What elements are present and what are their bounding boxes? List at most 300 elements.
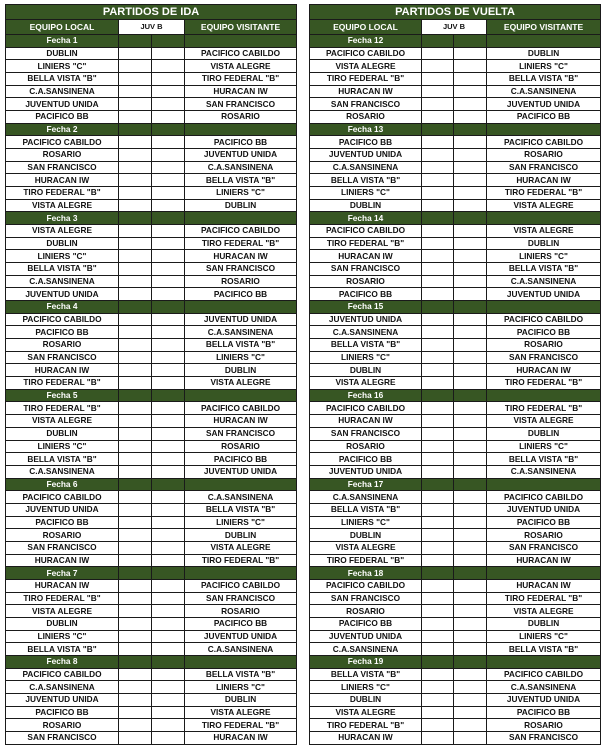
visitante-team: SAN FRANCISCO xyxy=(487,541,601,554)
juv-score-local[interactable] xyxy=(119,693,152,706)
juv-score-local[interactable] xyxy=(422,60,454,73)
match-row xyxy=(310,617,601,630)
visitante-cell xyxy=(185,655,297,668)
match-row xyxy=(310,719,601,732)
juv-score-visitante[interactable] xyxy=(152,250,185,263)
juv-score-local[interactable] xyxy=(422,98,454,111)
juv-score-local[interactable] xyxy=(119,465,152,478)
juv-cell xyxy=(152,567,185,580)
juv-score-local[interactable] xyxy=(119,187,152,200)
juv-score-local[interactable] xyxy=(119,415,152,428)
juv-score-visitante[interactable] xyxy=(152,60,185,73)
juv-score-visitante[interactable] xyxy=(454,719,487,732)
juv-score-local[interactable] xyxy=(422,516,454,529)
juv-score-local[interactable] xyxy=(422,237,454,250)
juv-score-visitante[interactable] xyxy=(152,491,185,504)
visitante-team: PACIFICO CABILDO xyxy=(185,47,297,60)
visitante-cell xyxy=(185,212,297,225)
match-row xyxy=(6,351,297,364)
juv-score-local[interactable] xyxy=(119,427,152,440)
local-team: LINIERS "C" xyxy=(310,681,422,694)
juv-score-visitante[interactable] xyxy=(152,85,185,98)
juv-score-local[interactable] xyxy=(119,503,152,516)
juv-score-local[interactable] xyxy=(119,275,152,288)
visitante-team: JUVENTUD UNIDA xyxy=(185,313,297,326)
juv-score-visitante[interactable] xyxy=(152,503,185,516)
juv-score-local[interactable] xyxy=(422,719,454,732)
fecha-label: Fecha 2 xyxy=(6,123,119,136)
juv-score-local[interactable] xyxy=(422,465,454,478)
juv-score-local[interactable] xyxy=(422,668,454,681)
juv-score-visitante[interactable] xyxy=(152,364,185,377)
visitante-team: C.A.SANSINENA xyxy=(487,465,601,478)
local-team: PACIFICO BB xyxy=(310,136,422,149)
visitante-team: LINIERS "C" xyxy=(487,630,601,643)
juv-score-local[interactable] xyxy=(119,719,152,732)
juv-score-visitante[interactable] xyxy=(454,288,487,301)
juv-score-visitante[interactable] xyxy=(454,364,487,377)
juv-score-visitante[interactable] xyxy=(152,465,185,478)
juv-score-visitante[interactable] xyxy=(454,313,487,326)
juv-score-visitante[interactable] xyxy=(454,98,487,111)
juv-score-visitante[interactable] xyxy=(152,706,185,719)
juv-score-local[interactable] xyxy=(119,174,152,187)
juv-score-local[interactable] xyxy=(119,136,152,149)
juv-score-visitante[interactable] xyxy=(152,237,185,250)
juv-score-visitante[interactable] xyxy=(454,402,487,415)
juv-score-local[interactable] xyxy=(422,643,454,656)
juv-score-visitante[interactable] xyxy=(454,237,487,250)
local-team: PACIFICO CABILDO xyxy=(6,313,119,326)
local-team: HURACAN IW xyxy=(310,731,422,744)
juv-score-local[interactable] xyxy=(119,617,152,630)
visitante-cell xyxy=(185,123,297,136)
juv-score-visitante[interactable] xyxy=(152,161,185,174)
juv-score-visitante[interactable] xyxy=(152,681,185,694)
juv-score-local[interactable] xyxy=(422,630,454,643)
visitante-team: VISTA ALEGRE xyxy=(487,225,601,238)
fecha-label: Fecha 18 xyxy=(310,567,422,580)
juv-score-local[interactable] xyxy=(422,339,454,352)
local-team: SAN FRANCISCO xyxy=(6,351,119,364)
juv-score-local[interactable] xyxy=(422,174,454,187)
juv-score-visitante[interactable] xyxy=(152,225,185,238)
fecha-header-row xyxy=(310,212,601,225)
juv-score-local[interactable] xyxy=(119,351,152,364)
juv-score-visitante[interactable] xyxy=(152,187,185,200)
local-team: ROSARIO xyxy=(310,605,422,618)
juv-score-visitante[interactable] xyxy=(152,402,185,415)
juv-score-visitante[interactable] xyxy=(152,149,185,162)
juv-score-visitante[interactable] xyxy=(152,440,185,453)
juv-score-visitante[interactable] xyxy=(454,225,487,238)
juv-score-local[interactable] xyxy=(422,731,454,744)
match-row xyxy=(6,427,297,440)
juv-score-local[interactable] xyxy=(422,73,454,86)
juv-score-local[interactable] xyxy=(422,491,454,504)
juv-score-local[interactable] xyxy=(422,275,454,288)
juv-score-visitante[interactable] xyxy=(152,199,185,212)
visitante-team: C.A.SANSINENA xyxy=(185,643,297,656)
juv-score-visitante[interactable] xyxy=(454,592,487,605)
juv-score-visitante[interactable] xyxy=(454,706,487,719)
juv-score-local[interactable] xyxy=(119,668,152,681)
juv-score-local[interactable] xyxy=(119,592,152,605)
visitante-cell xyxy=(185,35,297,48)
juv-score-visitante[interactable] xyxy=(454,693,487,706)
visitante-team: C.A.SANSINENA xyxy=(487,681,601,694)
fecha-header-row xyxy=(6,389,297,402)
match-row xyxy=(310,541,601,554)
juv-score-local[interactable] xyxy=(422,706,454,719)
fecha-header-row xyxy=(310,567,601,580)
juv-score-local[interactable] xyxy=(422,149,454,162)
juv-score-visitante[interactable] xyxy=(152,136,185,149)
juv-score-visitante[interactable] xyxy=(152,541,185,554)
visitante-team: LINIERS "C" xyxy=(185,516,297,529)
match-row xyxy=(6,263,297,276)
juv-score-local[interactable] xyxy=(422,681,454,694)
juv-score-local[interactable] xyxy=(422,351,454,364)
juv-score-visitante[interactable] xyxy=(454,111,487,124)
local-team: TIRO FEDERAL "B" xyxy=(310,554,422,567)
match-row xyxy=(310,85,601,98)
juv-score-local[interactable] xyxy=(119,377,152,390)
juv-score-local[interactable] xyxy=(119,643,152,656)
fecha-header-row xyxy=(6,212,297,225)
juv-score-local[interactable] xyxy=(119,516,152,529)
juv-score-visitante[interactable] xyxy=(454,149,487,162)
juv-score-visitante[interactable] xyxy=(454,503,487,516)
match-row xyxy=(310,73,601,86)
visitante-team: SAN FRANCISCO xyxy=(185,427,297,440)
fecha-label: Fecha 6 xyxy=(6,478,119,491)
juv-score-local[interactable] xyxy=(119,199,152,212)
juv-score-visitante[interactable] xyxy=(454,630,487,643)
juv-score-visitante[interactable] xyxy=(152,98,185,111)
juv-score-local[interactable] xyxy=(422,503,454,516)
local-team: DUBLIN xyxy=(310,693,422,706)
juv-score-local[interactable] xyxy=(119,60,152,73)
juv-score-visitante[interactable] xyxy=(152,630,185,643)
juv-score-visitante[interactable] xyxy=(152,529,185,542)
juv-score-local[interactable] xyxy=(119,237,152,250)
juv-score-local[interactable] xyxy=(422,136,454,149)
local-team: LINIERS "C" xyxy=(310,351,422,364)
local-team: LINIERS "C" xyxy=(310,516,422,529)
juv-score-local[interactable] xyxy=(119,73,152,86)
local-team: PACIFICO BB xyxy=(6,111,119,124)
juv-score-visitante[interactable] xyxy=(454,377,487,390)
visitante-team: SAN FRANCISCO xyxy=(185,592,297,605)
visitante-team: VISTA ALEGRE xyxy=(185,377,297,390)
local-team: LINIERS "C" xyxy=(6,60,119,73)
juv-score-local[interactable] xyxy=(422,263,454,276)
juv-score-local[interactable] xyxy=(422,225,454,238)
local-team: HURACAN IW xyxy=(6,579,119,592)
fecha-header-row xyxy=(6,567,297,580)
juv-score-visitante[interactable] xyxy=(454,554,487,567)
juv-score-visitante[interactable] xyxy=(454,529,487,542)
match-row xyxy=(6,491,297,504)
juv-score-visitante[interactable] xyxy=(152,377,185,390)
visitante-cell xyxy=(487,567,601,580)
juv-score-visitante[interactable] xyxy=(454,491,487,504)
juv-score-local[interactable] xyxy=(422,427,454,440)
local-team: ROSARIO xyxy=(6,719,119,732)
match-row xyxy=(6,693,297,706)
juv-score-local[interactable] xyxy=(119,364,152,377)
match-row xyxy=(6,161,297,174)
juv-score-visitante[interactable] xyxy=(152,326,185,339)
visitante-team: PACIFICO BB xyxy=(185,617,297,630)
local-team: PACIFICO CABILDO xyxy=(6,668,119,681)
juv-score-local[interactable] xyxy=(422,326,454,339)
juv-score-local[interactable] xyxy=(119,225,152,238)
juv-score-visitante[interactable] xyxy=(454,427,487,440)
juv-score-local[interactable] xyxy=(422,313,454,326)
juv-score-local[interactable] xyxy=(422,605,454,618)
juv-score-visitante[interactable] xyxy=(454,668,487,681)
visitante-team: HURACAN IW xyxy=(185,731,297,744)
local-team: HURACAN IW xyxy=(6,174,119,187)
juv-score-local[interactable] xyxy=(119,554,152,567)
match-row xyxy=(6,453,297,466)
juv-score-local[interactable] xyxy=(119,313,152,326)
juv-score-visitante[interactable] xyxy=(152,415,185,428)
juv-score-local[interactable] xyxy=(422,440,454,453)
juv-cell xyxy=(152,389,185,402)
juv-score-local[interactable] xyxy=(119,326,152,339)
juv-score-visitante[interactable] xyxy=(454,617,487,630)
local-team: LINIERS "C" xyxy=(310,187,422,200)
match-row xyxy=(6,529,297,542)
juv-score-visitante[interactable] xyxy=(152,263,185,276)
juv-score-visitante[interactable] xyxy=(454,339,487,352)
juv-score-visitante[interactable] xyxy=(152,275,185,288)
visitante-team: C.A.SANSINENA xyxy=(185,491,297,504)
juv-score-local[interactable] xyxy=(422,85,454,98)
juv-score-visitante[interactable] xyxy=(454,85,487,98)
juv-score-visitante[interactable] xyxy=(152,592,185,605)
local-team: VISTA ALEGRE xyxy=(310,377,422,390)
juv-score-visitante[interactable] xyxy=(152,554,185,567)
juv-score-visitante[interactable] xyxy=(454,453,487,466)
match-row xyxy=(310,98,601,111)
juv-score-local[interactable] xyxy=(422,111,454,124)
juv-score-local[interactable] xyxy=(422,693,454,706)
juv-score-visitante[interactable] xyxy=(454,541,487,554)
juv-score-local[interactable] xyxy=(422,187,454,200)
juv-cell xyxy=(152,123,185,136)
local-team: JUVENTUD UNIDA xyxy=(310,630,422,643)
juv-score-local[interactable] xyxy=(119,149,152,162)
juv-score-local[interactable] xyxy=(119,453,152,466)
juv-score-local[interactable] xyxy=(422,554,454,567)
juv-score-visitante[interactable] xyxy=(152,579,185,592)
juv-score-visitante[interactable] xyxy=(454,643,487,656)
juv-score-local[interactable] xyxy=(422,541,454,554)
juv-score-local[interactable] xyxy=(422,250,454,263)
match-row xyxy=(310,630,601,643)
juv-score-local[interactable] xyxy=(422,161,454,174)
juv-score-local[interactable] xyxy=(119,250,152,263)
juv-score-visitante[interactable] xyxy=(152,73,185,86)
match-row xyxy=(310,339,601,352)
juv-score-local[interactable] xyxy=(119,491,152,504)
juv-score-visitante[interactable] xyxy=(454,47,487,60)
match-row xyxy=(6,541,297,554)
fecha-label: Fecha 17 xyxy=(310,478,422,491)
juv-score-visitante[interactable] xyxy=(454,516,487,529)
visitante-team: HURACAN IW xyxy=(487,554,601,567)
visitante-cell xyxy=(487,35,601,48)
visitante-team: BELLA VISTA "B" xyxy=(185,174,297,187)
match-row xyxy=(310,643,601,656)
juv-score-local[interactable] xyxy=(119,529,152,542)
local-team: C.A.SANSINENA xyxy=(6,85,119,98)
juv-score-visitante[interactable] xyxy=(152,731,185,744)
visitante-team: JUVENTUD UNIDA xyxy=(185,149,297,162)
juv-score-visitante[interactable] xyxy=(152,516,185,529)
juv-score-visitante[interactable] xyxy=(454,136,487,149)
juv-score-local[interactable] xyxy=(119,47,152,60)
juv-score-local[interactable] xyxy=(422,592,454,605)
juv-score-visitante[interactable] xyxy=(152,111,185,124)
juv-score-visitante[interactable] xyxy=(152,693,185,706)
juv-score-visitante[interactable] xyxy=(454,731,487,744)
juv-score-local[interactable] xyxy=(119,98,152,111)
juv-cell xyxy=(422,123,454,136)
match-row xyxy=(6,98,297,111)
visitante-team: TIRO FEDERAL "B" xyxy=(185,554,297,567)
juv-score-local[interactable] xyxy=(422,199,454,212)
juv-score-visitante[interactable] xyxy=(152,47,185,60)
juv-score-local[interactable] xyxy=(422,529,454,542)
juv-score-visitante[interactable] xyxy=(152,643,185,656)
juv-score-visitante[interactable] xyxy=(152,339,185,352)
juv-score-local[interactable] xyxy=(119,630,152,643)
local-team: PACIFICO CABILDO xyxy=(310,47,422,60)
juv-score-visitante[interactable] xyxy=(152,617,185,630)
juv-score-visitante[interactable] xyxy=(454,161,487,174)
visitante-team: HURACAN IW xyxy=(487,579,601,592)
juv-score-local[interactable] xyxy=(119,111,152,124)
juv-score-visitante[interactable] xyxy=(454,326,487,339)
juv-score-local[interactable] xyxy=(119,85,152,98)
juv-score-local[interactable] xyxy=(119,681,152,694)
match-row xyxy=(310,554,601,567)
juv-score-local[interactable] xyxy=(119,161,152,174)
juv-score-visitante[interactable] xyxy=(152,174,185,187)
local-team: BELLA VISTA "B" xyxy=(310,339,422,352)
fecha-label: Fecha 4 xyxy=(6,301,119,314)
local-team: VISTA ALEGRE xyxy=(6,415,119,428)
match-row xyxy=(310,326,601,339)
juv-score-visitante[interactable] xyxy=(152,427,185,440)
match-row xyxy=(310,60,601,73)
juv-score-local[interactable] xyxy=(119,263,152,276)
juv-score-visitante[interactable] xyxy=(454,465,487,478)
juv-score-visitante[interactable] xyxy=(454,579,487,592)
juv-cell xyxy=(454,35,487,48)
local-team: TIRO FEDERAL "B" xyxy=(6,187,119,200)
juv-score-visitante[interactable] xyxy=(454,681,487,694)
juv-cell xyxy=(454,655,487,668)
visitante-team: DUBLIN xyxy=(185,693,297,706)
juv-score-visitante[interactable] xyxy=(454,263,487,276)
juv-score-visitante[interactable] xyxy=(454,250,487,263)
juv-score-local[interactable] xyxy=(119,339,152,352)
juv-score-local[interactable] xyxy=(119,402,152,415)
juv-score-local[interactable] xyxy=(422,288,454,301)
local-team: VISTA ALEGRE xyxy=(6,199,119,212)
juv-score-visitante[interactable] xyxy=(152,288,185,301)
local-team: PACIFICO CABILDO xyxy=(310,225,422,238)
juv-score-local[interactable] xyxy=(422,47,454,60)
juv-score-visitante[interactable] xyxy=(152,351,185,364)
match-row xyxy=(310,491,601,504)
fecha-header-row xyxy=(310,389,601,402)
match-row xyxy=(310,364,601,377)
juv-score-visitante[interactable] xyxy=(454,174,487,187)
juv-score-visitante[interactable] xyxy=(454,605,487,618)
juv-score-local[interactable] xyxy=(119,605,152,618)
local-team: SAN FRANCISCO xyxy=(6,731,119,744)
juv-score-visitante[interactable] xyxy=(454,73,487,86)
juv-score-visitante[interactable] xyxy=(454,415,487,428)
match-row xyxy=(310,605,601,618)
juv-score-local[interactable] xyxy=(422,617,454,630)
juv-score-visitante[interactable] xyxy=(152,605,185,618)
juv-score-local[interactable] xyxy=(119,579,152,592)
juv-score-local[interactable] xyxy=(119,288,152,301)
juv-score-local[interactable] xyxy=(119,706,152,719)
juv-score-local[interactable] xyxy=(422,579,454,592)
visitante-team: TIRO FEDERAL "B" xyxy=(487,187,601,200)
match-row xyxy=(6,465,297,478)
local-team: BELLA VISTA "B" xyxy=(6,643,119,656)
juv-score-visitante[interactable] xyxy=(152,313,185,326)
juv-score-visitante[interactable] xyxy=(454,199,487,212)
juv-score-local[interactable] xyxy=(422,377,454,390)
match-row xyxy=(6,503,297,516)
match-row xyxy=(310,516,601,529)
juv-score-local[interactable] xyxy=(119,440,152,453)
fecha-label: Fecha 8 xyxy=(6,655,119,668)
juv-score-visitante[interactable] xyxy=(454,275,487,288)
visitante-team: PACIFICO CABILDO xyxy=(487,491,601,504)
juv-score-visitante[interactable] xyxy=(454,440,487,453)
juv-score-visitante[interactable] xyxy=(152,453,185,466)
juv-score-local[interactable] xyxy=(422,453,454,466)
fecha-label: Fecha 3 xyxy=(6,212,119,225)
juv-score-visitante[interactable] xyxy=(454,60,487,73)
juv-score-local[interactable] xyxy=(119,541,152,554)
juv-score-local[interactable] xyxy=(422,402,454,415)
juv-score-visitante[interactable] xyxy=(152,719,185,732)
juv-score-visitante[interactable] xyxy=(152,668,185,681)
juv-score-local[interactable] xyxy=(422,415,454,428)
juv-score-local[interactable] xyxy=(119,731,152,744)
match-row xyxy=(310,579,601,592)
juv-cell xyxy=(119,478,152,491)
match-row xyxy=(6,440,297,453)
juv-cell xyxy=(422,212,454,225)
juv-score-visitante[interactable] xyxy=(454,351,487,364)
juv-score-visitante[interactable] xyxy=(454,187,487,200)
juv-score-local[interactable] xyxy=(422,364,454,377)
